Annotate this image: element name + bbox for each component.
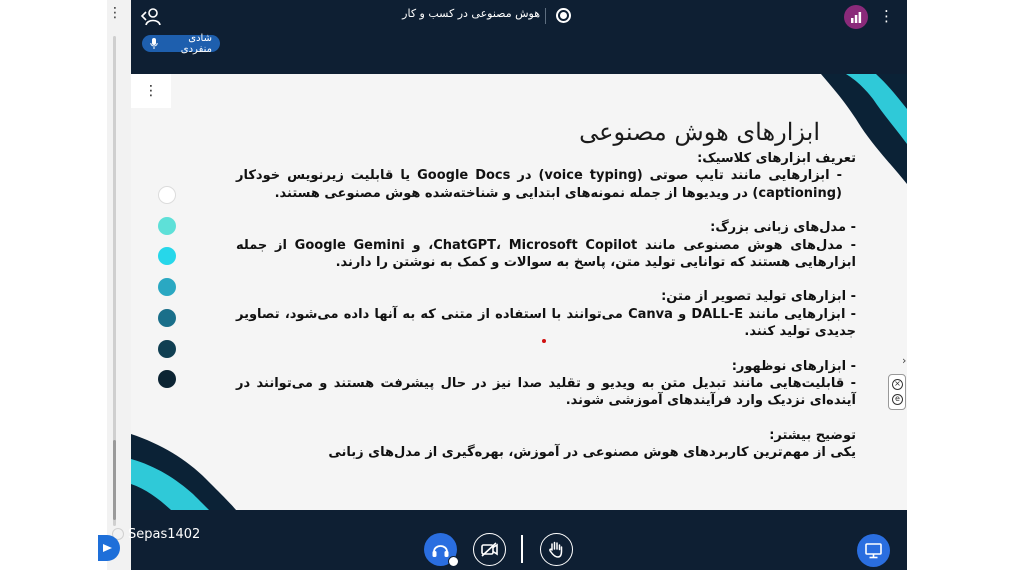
slide-line: توضیح بیشتر: bbox=[769, 427, 856, 443]
scroll-thumb[interactable] bbox=[113, 440, 116, 520]
side-panel-caret[interactable]: › bbox=[902, 354, 907, 367]
color-swatch[interactable] bbox=[158, 186, 176, 204]
left-menu-button[interactable]: ⋮ bbox=[108, 5, 122, 21]
slide-title: ابزارهای هوش مصنوعی bbox=[579, 118, 820, 146]
color-swatch[interactable] bbox=[158, 217, 176, 235]
record-icon[interactable] bbox=[556, 8, 571, 23]
meeting-title: هوش مصنوعی در کسب و کار bbox=[402, 7, 540, 20]
bottom-control-bar bbox=[131, 510, 907, 570]
speaker-indicator bbox=[142, 32, 220, 55]
options-menu-button[interactable]: ⋮ bbox=[879, 7, 894, 25]
slide-line: - ابزارهایی مانند DALL-E و Canva می‌توانند با استفاده از متنی که به آنها داده می‌شود، تصاویر جدیدی تولید کنند. bbox=[236, 306, 856, 340]
color-swatch[interactable] bbox=[158, 340, 176, 358]
slide-line: - ابزارهای نوظهور: bbox=[731, 358, 856, 374]
slide-line: تعریف ابزارهای کلاسیک: bbox=[697, 151, 856, 166]
outer-left-margin bbox=[0, 0, 107, 570]
color-swatch[interactable] bbox=[158, 309, 176, 327]
speaker-name: شادی منفردی bbox=[180, 32, 212, 55]
color-swatch[interactable] bbox=[158, 370, 176, 388]
slide-line: - مدل‌های هوش مصنوعی مانند ChatGPT، Microsoft Copilot، و Google Gemini از جمله ابزارهایی هستند که توانایی تولید متن، پاسخ به سوالات و کمک به نوشتن را دارند. bbox=[236, 237, 856, 271]
side-widget[interactable] bbox=[888, 374, 906, 410]
pointer-dot bbox=[542, 339, 546, 343]
controls-separator bbox=[521, 535, 523, 563]
stats-icon[interactable] bbox=[844, 5, 868, 29]
video-off-icon[interactable] bbox=[473, 533, 506, 566]
color-palette bbox=[158, 186, 178, 396]
outer-right-margin bbox=[907, 0, 1014, 570]
slide-line: - قابلیت‌هایی مانند تبدیل متن به ویدیو و تقلید صدا نیز در حال پیشرفت هستند و می‌توانند در آینده‌ای نزدیک وارد فرآیندهای آموزشی شوند. bbox=[236, 376, 856, 409]
raise-hand-icon[interactable] bbox=[540, 533, 573, 566]
username-label: Sepas1402 bbox=[128, 527, 201, 542]
color-swatch[interactable] bbox=[158, 247, 176, 265]
slide-line: - مدل‌های زبانی بزرگ: bbox=[710, 220, 856, 236]
chat-icon[interactable] bbox=[98, 535, 120, 561]
slide-line: - ابزارهای تولید تصویر از متن: bbox=[661, 289, 856, 305]
slide-line: یکی از مهم‌ترین کاربردهای هوش مصنوعی در آموزش، بهره‌گیری از مدل‌های زبانی bbox=[328, 445, 856, 461]
color-swatch[interactable] bbox=[158, 278, 176, 296]
user-icon[interactable] bbox=[140, 6, 162, 26]
audio-settings-badge[interactable] bbox=[448, 556, 459, 567]
slide-body bbox=[236, 150, 856, 510]
slide-options-button[interactable]: ⋮ bbox=[131, 74, 171, 108]
slide-line: - ابزارهایی مانند تایپ صوتی (voice typing) در Google Docs یا قابلیت زیرنویس خودکار (captioning) در ویدیوها از جمله نمونه‌های ابتدایی و شناخته‌شده هوش مصنوعی هستند. bbox=[236, 168, 842, 201]
left-sidebar-strip bbox=[107, 0, 131, 570]
title-separator bbox=[545, 8, 546, 24]
edge-icon[interactable]: e bbox=[892, 394, 903, 405]
screen-share-icon[interactable] bbox=[857, 534, 890, 567]
close-icon[interactable]: × bbox=[892, 379, 903, 390]
mic-icon bbox=[150, 38, 158, 49]
